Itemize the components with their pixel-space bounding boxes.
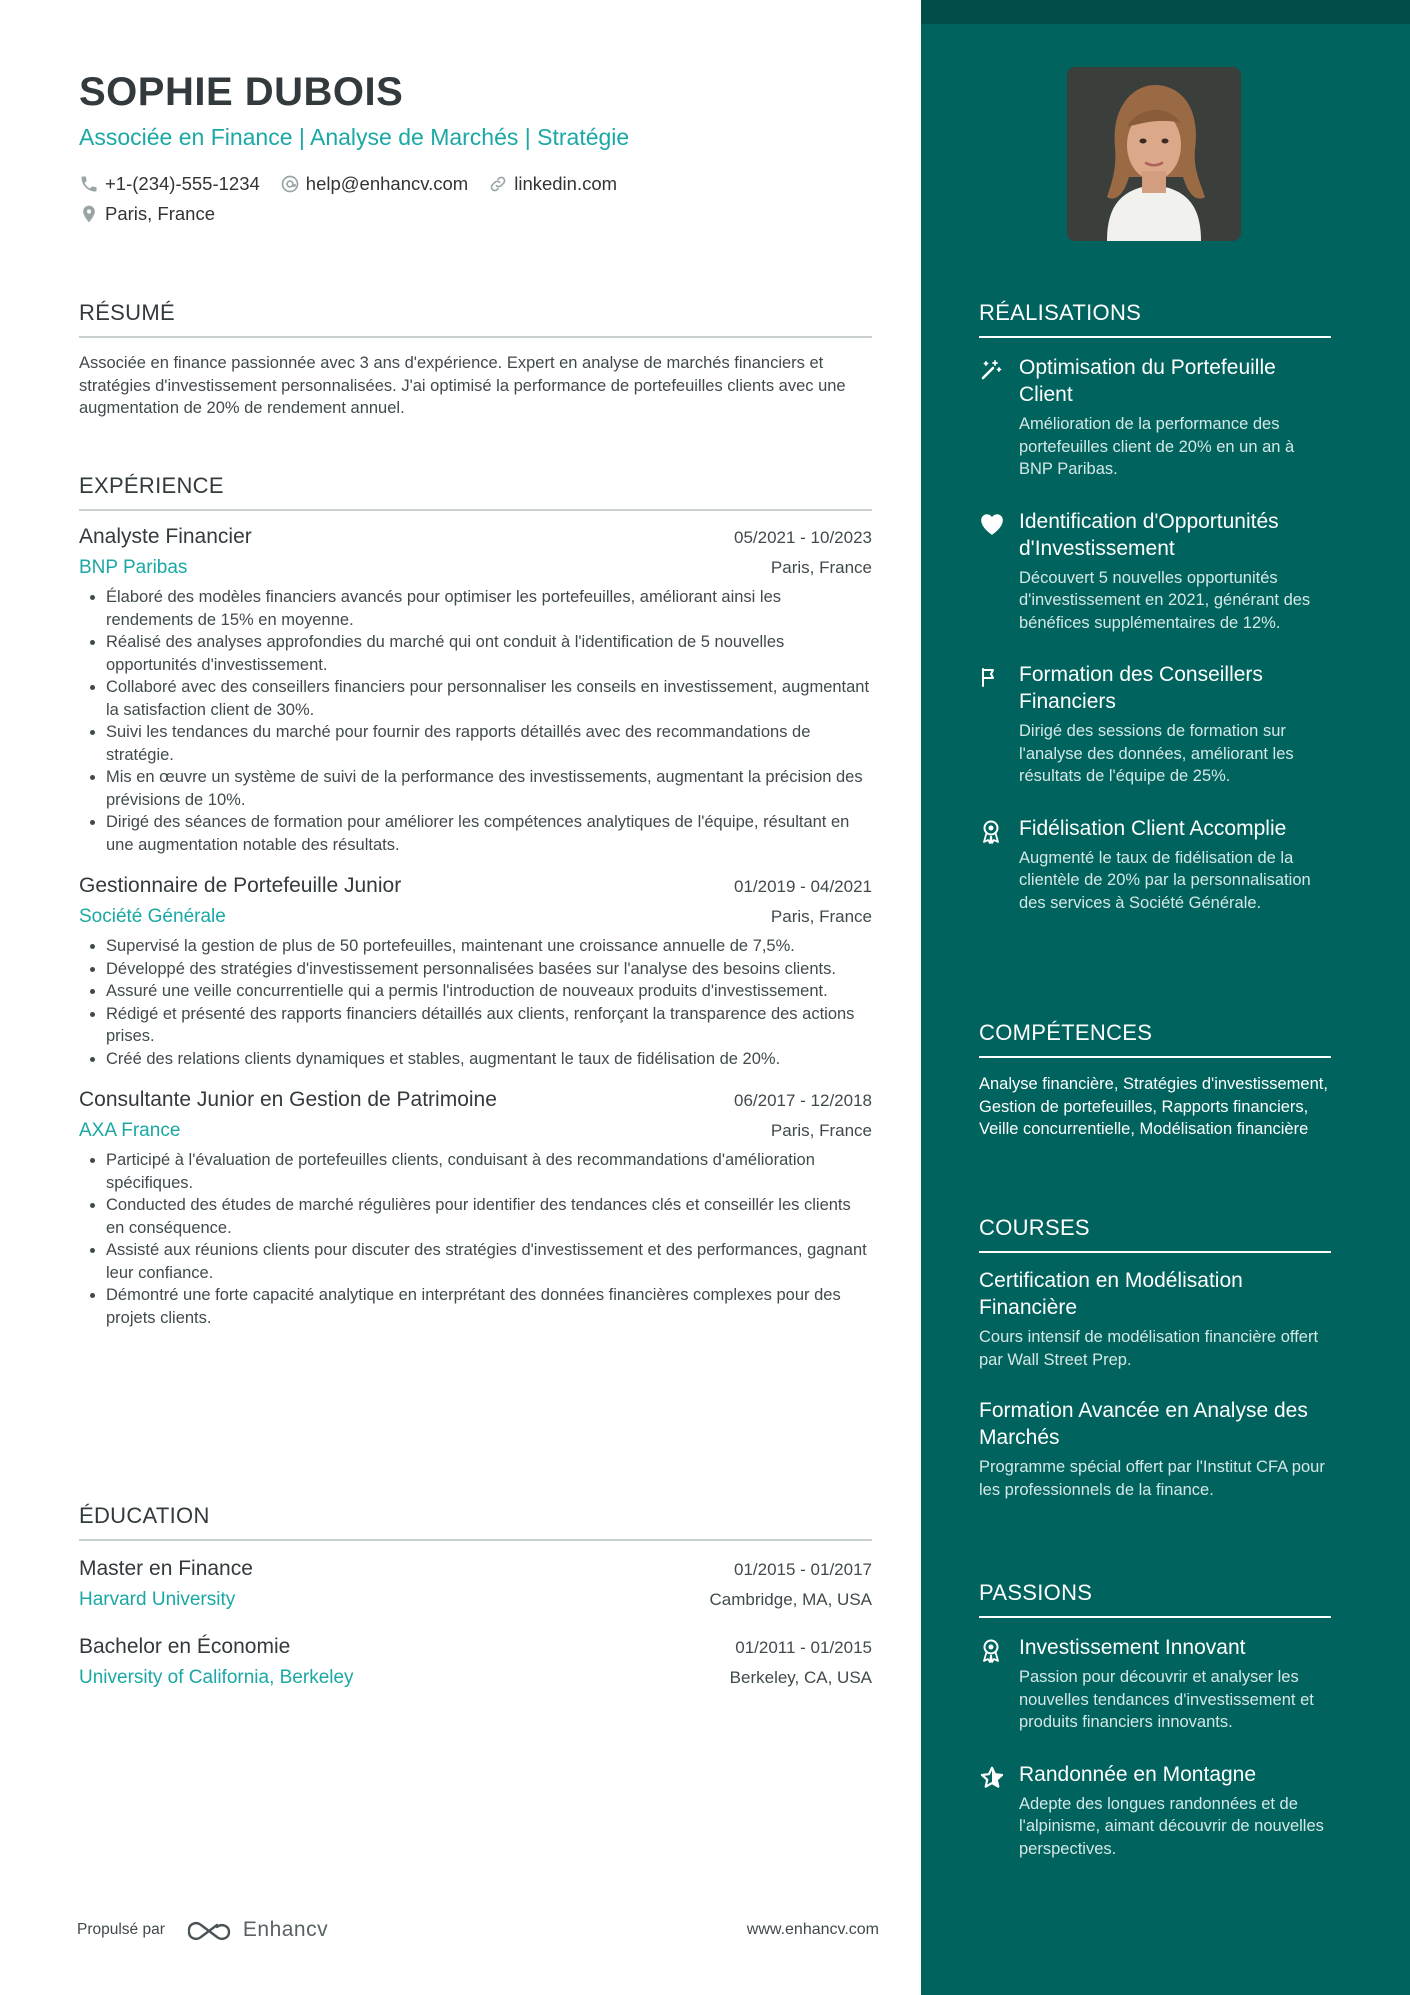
sidebar-top-bar — [921, 0, 1410, 24]
passion-title: Randonnée en Montagne — [1019, 1762, 1257, 1786]
job-entry — [79, 1088, 872, 1329]
candidate-headline: Associée en Finance | Analyse de Marchés | Stratégie — [79, 124, 630, 150]
location-contact — [79, 203, 215, 225]
job-bullet: • Développé des stratégies d'investissement personnalisées basées sur l'analyse des besoins clients. — [106, 958, 872, 981]
job-location: Paris, France — [770, 558, 872, 577]
achievement-item — [979, 354, 1331, 481]
job-bullet: • Supervisé la gestion de plus de 50 portefeuilles, maintenant une croissance annuelle de 7,5%. — [106, 935, 872, 958]
passion-desc: Passion pour découvrir et analyser les nouvelles tendances d'investissement et produits financiers innovants. — [1019, 1668, 1314, 1731]
at-icon — [280, 174, 300, 194]
job-entry — [79, 525, 872, 856]
location-pin-icon — [79, 204, 99, 224]
portrait-image — [1067, 67, 1241, 241]
job-location: Paris, France — [770, 907, 872, 926]
achievement-desc: Augmenté le taux de fidélisation de la clientèle de 20% par la personnalisation des services à Société Générale. — [1019, 848, 1311, 912]
school-name[interactable]: University of California, Berkeley — [79, 1667, 354, 1688]
achievement-title: Optimisation du Portefeuille Client — [1019, 356, 1276, 406]
achievement-item — [979, 661, 1331, 788]
footer — [77, 1914, 879, 1946]
email-text: help@enhancv.com — [305, 173, 469, 194]
course-desc: Cours intensif de modélisation financière offert par Wall Street Prep. — [979, 1328, 1319, 1369]
course-item — [979, 1267, 1331, 1371]
award-icon — [979, 1638, 1003, 1664]
job-bullet: • Mis en œuvre un système de suivi de la performance des investissements, augmentant la précision des prévisions de 10%. — [106, 766, 872, 811]
passions-section — [979, 1580, 1331, 1860]
linkedin-text: linkedin.com — [514, 173, 618, 194]
school-name[interactable]: Harvard University — [79, 1589, 236, 1610]
job-bullet: • Démontré une forte capacité analytique en interprétant des données financières complexes pour des projets clients. — [106, 1284, 872, 1329]
skills-title: COMPÉTENCES — [979, 1020, 1331, 1058]
achievement-desc: Découvert 5 nouvelles opportunités d'investissement en 2021, générant des bénéfices supplémentaires de 12%. — [1019, 568, 1311, 632]
job-title: Consultante Junior en Gestion de Patrimoine — [79, 1088, 497, 1111]
powered-by-label: Propulsé par — [77, 1921, 165, 1938]
job-bullet: • Suivi les tendances du marché pour fournir des rapports détaillés avec des recommandations de stratégie. — [106, 721, 872, 766]
course-desc: Programme spécial offert par l'Institut CFA pour les professionnels de la finance. — [979, 1458, 1325, 1499]
job-bullet: • Créé des relations clients dynamiques et stables, augmentant le taux de fidélisation de 20%. — [106, 1048, 872, 1071]
summary-text: Associée en finance passionnée avec 3 ans d'expérience. Expert en analyse de marchés financiers et stratégies d'investissement personnalisées. J'ai optimisé la performance de portefeuilles clients avec une augmentation de 20% de rendement annuel. — [79, 354, 846, 417]
school-location: Berkeley, CA, USA — [729, 1668, 872, 1687]
courses-section — [979, 1215, 1331, 1501]
skills-text: Analyse financière, Stratégies d'investissement, Gestion de portefeuilles, Rapports financiers, Veille concurrentielle, Modélisation financière — [979, 1075, 1328, 1138]
education-dates: 01/2015 - 01/2017 — [733, 1560, 872, 1579]
magic-wand-icon — [979, 358, 1003, 382]
job-company[interactable]: BNP Paribas — [79, 557, 188, 578]
job-bullet: • Assisté aux réunions clients pour discuter des stratégies d'investissement et des performances, gagnant leur confiance. — [106, 1239, 872, 1284]
experience-title: EXPÉRIENCE — [79, 473, 872, 511]
website-link[interactable]: www.enhancv.com — [746, 1921, 879, 1938]
job-bullet: • Collaboré avec des conseillers financiers pour personnaliser les conseils en investissement, augmentant la satisfaction client de 30%. — [106, 676, 872, 721]
phone-text: +1-(234)-555-1234 — [105, 173, 260, 194]
job-company[interactable]: AXA France — [79, 1120, 181, 1141]
job-title: Analyste Financier — [79, 525, 252, 548]
job-company[interactable]: Société Générale — [79, 906, 226, 927]
course-item — [979, 1397, 1331, 1501]
passions-title: PASSIONS — [979, 1580, 1331, 1618]
job-entry — [79, 874, 872, 1070]
job-title: Gestionnaire de Portefeuille Junior — [79, 874, 402, 897]
phone-icon — [79, 174, 99, 194]
candidate-name: SOPHIE DUBOIS — [79, 70, 404, 114]
enhancv-logo-icon — [185, 1916, 233, 1944]
achievement-item — [979, 815, 1331, 915]
profile-photo — [1067, 67, 1241, 241]
course-title: Formation Avancée en Analyse des Marchés — [979, 1399, 1308, 1449]
sidebar — [921, 0, 1410, 1995]
job-bullet: • Conducted des études de marché régulières pour identifier des tendances clés et conseillér les clients en conséquence. — [106, 1194, 872, 1239]
summary-title: RÉSUMÉ — [79, 300, 872, 338]
education-entry — [79, 1557, 872, 1611]
education-entry — [79, 1635, 872, 1689]
job-bullets — [79, 586, 872, 856]
award-icon — [979, 819, 1003, 845]
linkedin-contact[interactable] — [488, 173, 617, 195]
achievements-title: RÉALISATIONS — [979, 300, 1331, 338]
courses-title: COURSES — [979, 1215, 1331, 1253]
passion-title: Investissement Innovant — [1019, 1636, 1246, 1659]
school-location: Cambridge, MA, USA — [709, 1590, 872, 1609]
course-title: Certification en Modélisation Financière — [979, 1269, 1243, 1319]
link-icon — [488, 174, 508, 194]
brand-name: Enhancv — [242, 1918, 329, 1941]
education-section — [79, 1503, 872, 1689]
achievement-desc: Dirigé des sessions de formation sur l'analyse des données, améliorant les résultats de l'équipe de 25%. — [1019, 722, 1294, 785]
job-bullet: • Élaboré des modèles financiers avancés pour optimiser les portefeuilles, améliorant ainsi les rendements de 15% en moyenne. — [106, 586, 872, 631]
powered-by — [77, 1916, 328, 1944]
experience-section — [79, 473, 872, 1329]
location-text: Paris, France — [105, 203, 216, 224]
achievement-item — [979, 508, 1331, 635]
contact-info — [79, 169, 637, 229]
job-location: Paris, France — [770, 1121, 872, 1140]
achievement-desc: Amélioration de la performance des portefeuilles client de 20% en un an à BNP Paribas. — [1019, 415, 1295, 478]
job-bullet: • Participé à l'évaluation de portefeuilles clients, conduisant à des recommandations d'amélioration spécifiques. — [106, 1149, 872, 1194]
job-dates: 05/2021 - 10/2023 — [733, 528, 872, 547]
job-dates: 01/2019 - 04/2021 — [733, 877, 872, 896]
job-bullets — [79, 1149, 872, 1329]
achievement-title: Identification d'Opportunités d'Investissement — [1019, 509, 1279, 560]
summary-section — [79, 300, 872, 420]
achievements-section — [979, 300, 1331, 914]
degree-title: Master en Finance — [79, 1557, 253, 1580]
passion-item — [979, 1761, 1331, 1861]
skills-section — [979, 1020, 1331, 1141]
flag-icon — [979, 665, 1003, 689]
education-dates: 01/2011 - 01/2015 — [735, 1638, 872, 1657]
job-bullet: • Réalisé des analyses approfondies du marché qui ont conduit à l'identification de 5 nouvelles opportunités d'investissement. — [106, 631, 872, 676]
star-icon — [979, 1765, 1005, 1791]
job-bullet: • Assuré une veille concurrentielle qui a permis l'introduction de nouveaux produits d'investissement. — [106, 980, 872, 1003]
email-contact[interactable] — [280, 173, 468, 195]
achievement-title: Fidélisation Client Accomplie — [1019, 816, 1287, 840]
job-bullet: • Rédigé et présenté des rapports financiers détaillés aux clients, renforçant la transparence des actions prises. — [106, 1003, 872, 1048]
achievement-title: Formation des Conseillers Financiers — [1019, 663, 1263, 713]
degree-title: Bachelor en Économie — [79, 1635, 291, 1658]
heart-icon — [979, 512, 1005, 536]
passion-desc: Adepte des longues randonnées et de l'alpinisme, aimant découvrir de nouvelles perspectives. — [1019, 1794, 1324, 1858]
education-title: ÉDUCATION — [79, 1503, 872, 1541]
job-dates: 06/2017 - 12/2018 — [733, 1091, 872, 1110]
phone-contact[interactable] — [79, 173, 260, 195]
job-bullets — [79, 935, 872, 1070]
passion-item — [979, 1634, 1331, 1734]
job-bullet: • Dirigé des séances de formation pour améliorer les compétences analytiques de l'équipe, résultant en une augmentation notable des résultats. — [106, 811, 872, 856]
